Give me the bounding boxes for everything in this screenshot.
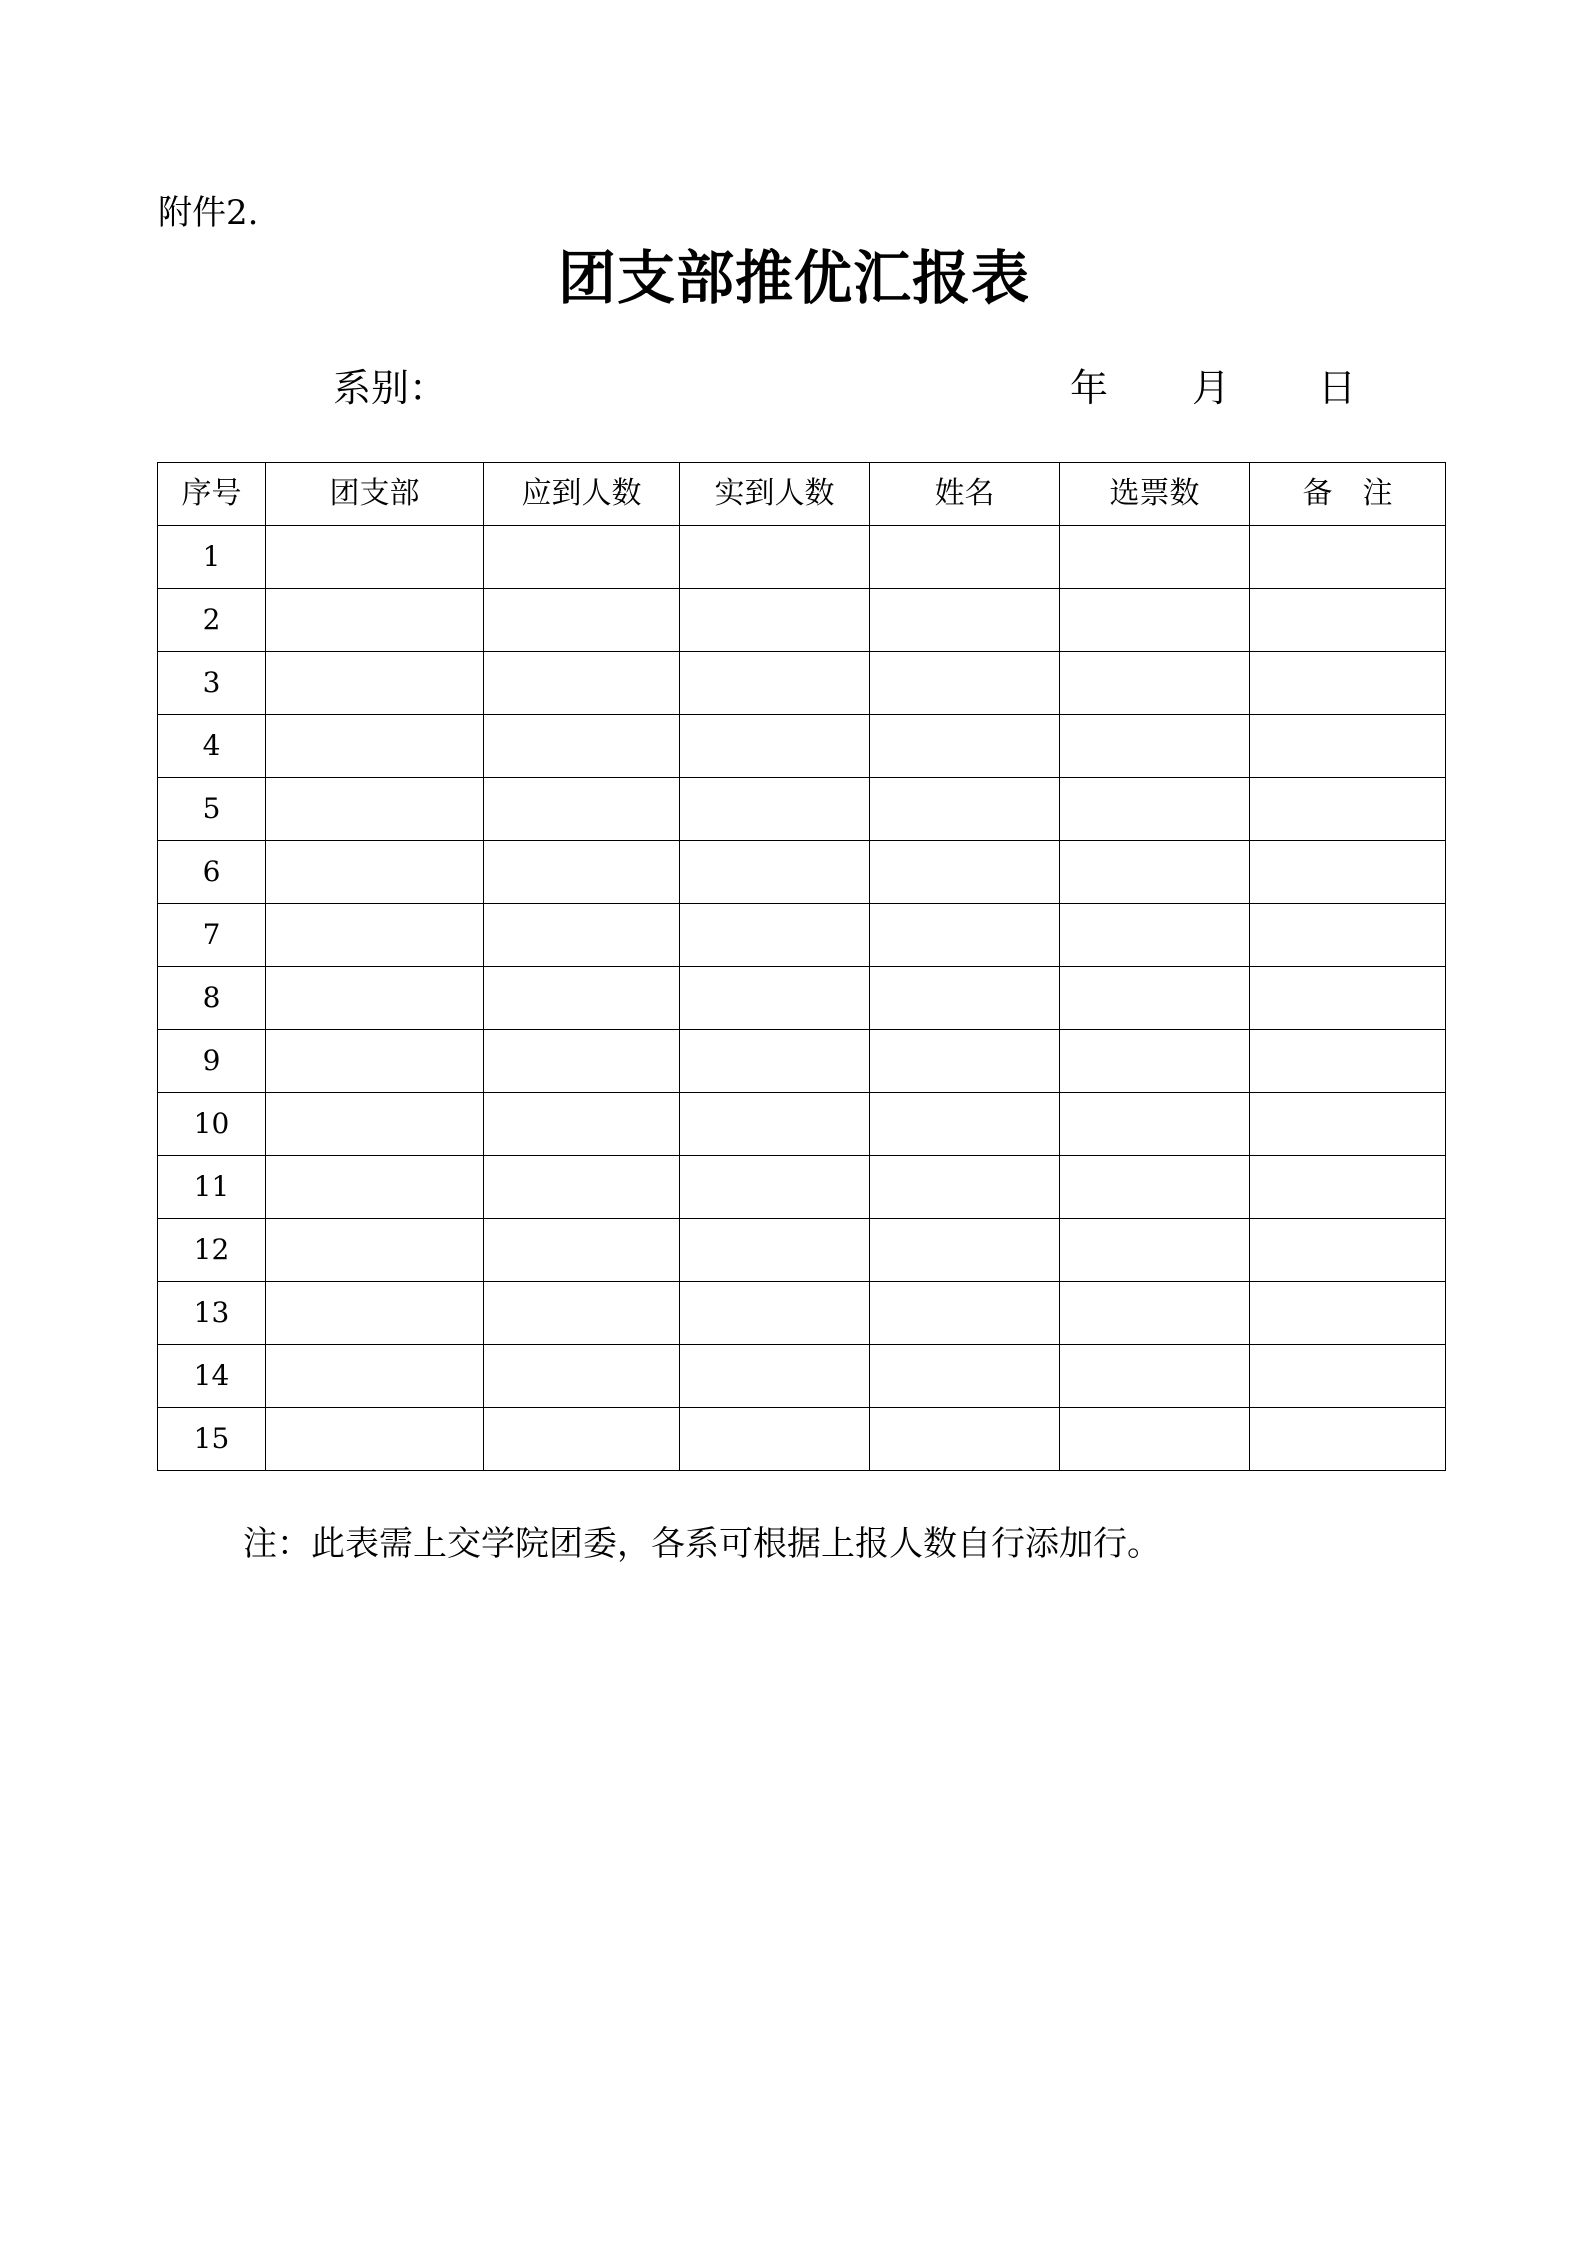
row-number-cell: 9 (158, 1030, 266, 1093)
name-cell[interactable] (870, 1030, 1060, 1093)
votes-cell[interactable] (1060, 1093, 1250, 1156)
branch-cell[interactable] (266, 1219, 484, 1282)
name-cell[interactable] (870, 1093, 1060, 1156)
table-row (158, 778, 1446, 841)
branch-cell[interactable] (266, 1093, 484, 1156)
votes-cell[interactable] (1060, 1282, 1250, 1345)
actual-count-cell[interactable] (680, 1093, 870, 1156)
table-row (158, 652, 1446, 715)
table-row (158, 967, 1446, 1030)
remarks-cell[interactable] (1250, 967, 1446, 1030)
day-label: 日 (1318, 366, 1357, 410)
table-row (158, 1408, 1446, 1471)
branch-cell[interactable] (266, 1156, 484, 1219)
row-number-cell: 14 (158, 1345, 266, 1408)
name-cell[interactable] (870, 1156, 1060, 1219)
year-label: 年 (1070, 366, 1109, 410)
name-cell[interactable] (870, 904, 1060, 967)
votes-cell[interactable] (1060, 1156, 1250, 1219)
name-cell[interactable] (870, 967, 1060, 1030)
column-header-number: 序号 (158, 463, 266, 526)
actual-count-cell[interactable] (680, 652, 870, 715)
remarks-cell[interactable] (1250, 1282, 1446, 1345)
expected-count-cell[interactable] (484, 1093, 680, 1156)
votes-cell[interactable] (1060, 841, 1250, 904)
votes-cell[interactable] (1060, 589, 1250, 652)
table-row (158, 904, 1446, 967)
actual-count-cell[interactable] (680, 1030, 870, 1093)
votes-cell[interactable] (1060, 526, 1250, 589)
remarks-cell[interactable] (1250, 652, 1446, 715)
branch-cell[interactable] (266, 1282, 484, 1345)
branch-cell[interactable] (266, 1408, 484, 1471)
votes-cell[interactable] (1060, 1345, 1250, 1408)
branch-cell[interactable] (266, 841, 484, 904)
column-header-actual-count: 实到人数 (680, 463, 870, 526)
remarks-cell[interactable] (1250, 589, 1446, 652)
votes-cell[interactable] (1060, 715, 1250, 778)
name-cell[interactable] (870, 589, 1060, 652)
expected-count-cell[interactable] (484, 778, 680, 841)
table-row (158, 589, 1446, 652)
row-number-cell: 11 (158, 1156, 266, 1219)
row-number-cell: 2 (158, 589, 266, 652)
votes-cell[interactable] (1060, 904, 1250, 967)
row-number-cell: 12 (158, 1219, 266, 1282)
name-cell[interactable] (870, 652, 1060, 715)
column-header-branch: 团支部 (266, 463, 484, 526)
expected-count-cell[interactable] (484, 1408, 680, 1471)
name-cell[interactable] (870, 841, 1060, 904)
table-header-row (158, 463, 1446, 526)
attachment-label: 附件2. (158, 193, 259, 233)
name-cell[interactable] (870, 1345, 1060, 1408)
actual-count-cell[interactable] (680, 1282, 870, 1345)
branch-cell[interactable] (266, 526, 484, 589)
column-header-name: 姓名 (870, 463, 1060, 526)
expected-count-cell[interactable] (484, 967, 680, 1030)
actual-count-cell[interactable] (680, 589, 870, 652)
name-cell[interactable] (870, 1282, 1060, 1345)
row-number-cell: 5 (158, 778, 266, 841)
row-number-cell: 3 (158, 652, 266, 715)
column-header-expected-count: 应到人数 (484, 463, 680, 526)
actual-count-cell[interactable] (680, 1219, 870, 1282)
votes-cell[interactable] (1060, 778, 1250, 841)
branch-cell[interactable] (266, 715, 484, 778)
table-row (158, 1093, 1446, 1156)
department-label: 系别： (333, 366, 448, 410)
row-number-cell: 4 (158, 715, 266, 778)
column-header-votes: 选票数 (1060, 463, 1250, 526)
remarks-cell[interactable] (1250, 1030, 1446, 1093)
table-row (158, 1219, 1446, 1282)
votes-cell[interactable] (1060, 1030, 1250, 1093)
actual-count-cell[interactable] (680, 904, 870, 967)
row-number-cell: 13 (158, 1282, 266, 1345)
row-number-cell: 1 (158, 526, 266, 589)
actual-count-cell[interactable] (680, 1408, 870, 1471)
table-body (158, 526, 1446, 1471)
expected-count-cell[interactable] (484, 652, 680, 715)
remarks-cell[interactable] (1250, 1219, 1446, 1282)
votes-cell[interactable] (1060, 1408, 1250, 1471)
expected-count-cell[interactable] (484, 1156, 680, 1219)
actual-count-cell[interactable] (680, 1345, 870, 1408)
column-header-remarks: 备 注 (1250, 463, 1446, 526)
remarks-cell[interactable] (1250, 1093, 1446, 1156)
recommendation-summary-table (157, 462, 1446, 1471)
expected-count-cell[interactable] (484, 1030, 680, 1093)
table-row (158, 1030, 1446, 1093)
remarks-cell[interactable] (1250, 526, 1446, 589)
branch-cell[interactable] (266, 1030, 484, 1093)
remarks-cell[interactable] (1250, 1345, 1446, 1408)
table-row (158, 526, 1446, 589)
actual-count-cell[interactable] (680, 526, 870, 589)
table-row (158, 841, 1446, 904)
name-cell[interactable] (870, 715, 1060, 778)
expected-count-cell[interactable] (484, 904, 680, 967)
month-label: 月 (1192, 366, 1231, 410)
expected-count-cell[interactable] (484, 526, 680, 589)
table-row (158, 715, 1446, 778)
row-number-cell: 8 (158, 967, 266, 1030)
expected-count-cell[interactable] (484, 1219, 680, 1282)
expected-count-cell[interactable] (484, 841, 680, 904)
branch-cell[interactable] (266, 1345, 484, 1408)
actual-count-cell[interactable] (680, 967, 870, 1030)
remarks-cell[interactable] (1250, 904, 1446, 967)
expected-count-cell[interactable] (484, 1345, 680, 1408)
name-cell[interactable] (870, 1408, 1060, 1471)
remarks-cell[interactable] (1250, 841, 1446, 904)
remarks-cell[interactable] (1250, 1408, 1446, 1471)
row-number-cell: 6 (158, 841, 266, 904)
name-cell[interactable] (870, 1219, 1060, 1282)
branch-cell[interactable] (266, 904, 484, 967)
votes-cell[interactable] (1060, 652, 1250, 715)
name-cell[interactable] (870, 778, 1060, 841)
table-row (158, 1282, 1446, 1345)
footnote: 注：此表需上交学院团委，各系可根据上报人数自行添加行。 (243, 1524, 1161, 1564)
row-number-cell: 10 (158, 1093, 266, 1156)
row-number-cell: 7 (158, 904, 266, 967)
remarks-cell[interactable] (1250, 715, 1446, 778)
branch-cell[interactable] (266, 589, 484, 652)
actual-count-cell[interactable] (680, 778, 870, 841)
page-title: 团支部推优汇报表 (557, 244, 1030, 312)
actual-count-cell[interactable] (680, 715, 870, 778)
votes-cell[interactable] (1060, 967, 1250, 1030)
branch-cell[interactable] (266, 967, 484, 1030)
branch-cell[interactable] (266, 652, 484, 715)
actual-count-cell[interactable] (680, 1156, 870, 1219)
table-row (158, 1345, 1446, 1408)
expected-count-cell[interactable] (484, 715, 680, 778)
remarks-cell[interactable] (1250, 1156, 1446, 1219)
branch-cell[interactable] (266, 778, 484, 841)
row-number-cell: 15 (158, 1408, 266, 1471)
expected-count-cell[interactable] (484, 589, 680, 652)
name-cell[interactable] (870, 526, 1060, 589)
table-row (158, 1156, 1446, 1219)
remarks-cell[interactable] (1250, 778, 1446, 841)
actual-count-cell[interactable] (680, 841, 870, 904)
expected-count-cell[interactable] (484, 1282, 680, 1345)
votes-cell[interactable] (1060, 1219, 1250, 1282)
